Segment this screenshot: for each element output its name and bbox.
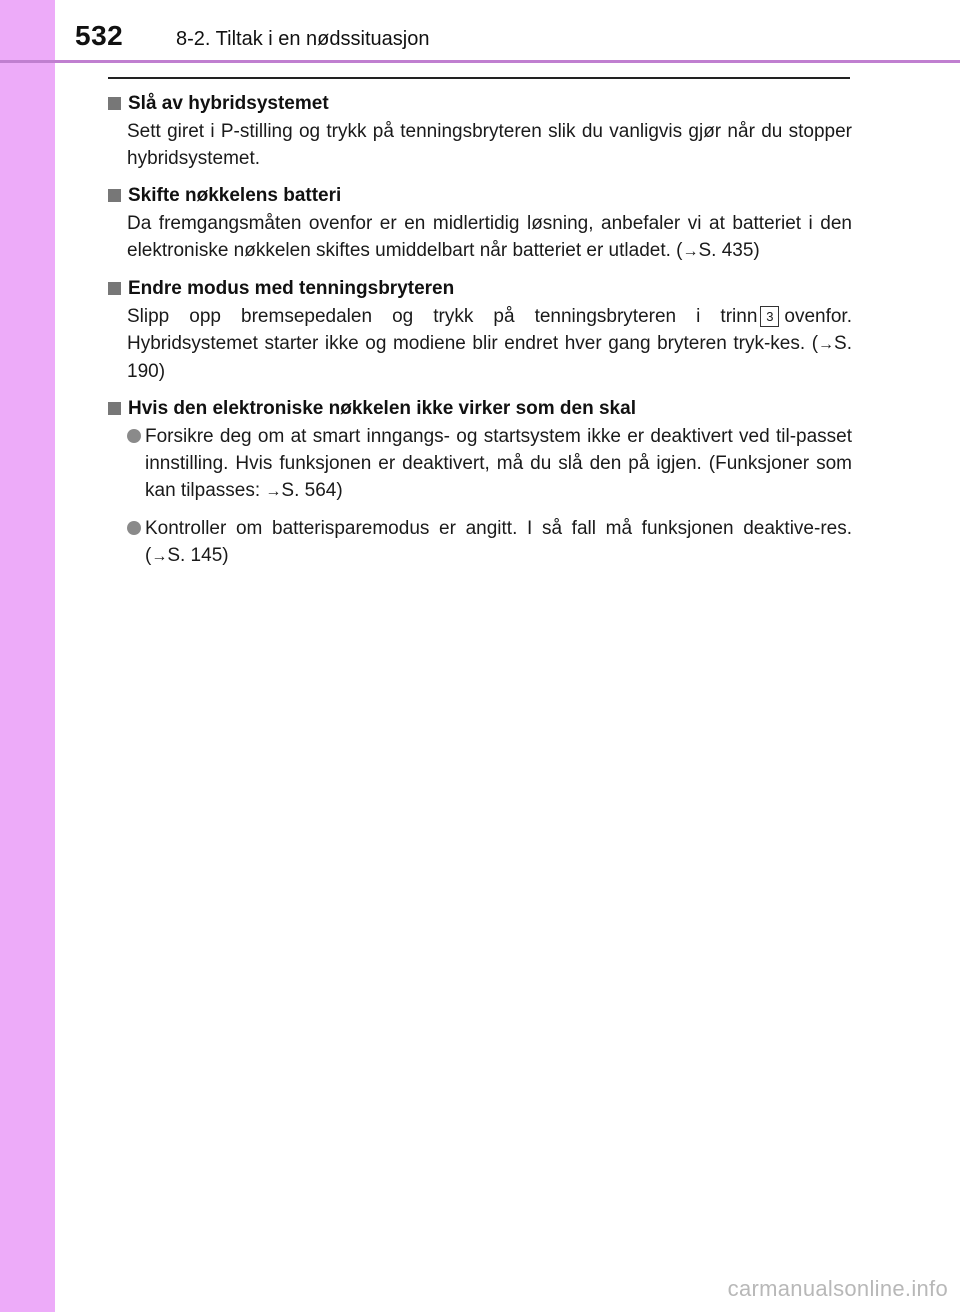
list-item: Forsikre deg om at smart inngangs- og startsystem ikke er deaktivert ved til-passet innstilling. Hvis funksjonen er deaktivert, må du slå den på igjen. (Funksjoner som kan tilpasses: →S. 564)	[127, 423, 852, 505]
page-reference[interactable]: S. 564)	[281, 480, 343, 501]
watermark: carmanualsonline.info	[727, 1276, 948, 1301]
section-text: Slipp opp bremsepedalen og trykk på tenningsbryteren i trinn 3 ovenfor. Hybridsystemet starter ikke og modiene blir endret hver gang bryteren tryk-kes. (→S. 190)	[127, 306, 852, 382]
section-heading: Hvis den elektroniske nøkkelen ikke virker som den skal	[108, 395, 852, 423]
page-reference[interactable]: S. 145)	[167, 545, 229, 566]
square-bullet-icon	[108, 402, 121, 415]
arrow-right-icon: →	[818, 336, 835, 353]
section-key-not-working	[108, 395, 852, 570]
arrow-right-icon: →	[151, 548, 168, 565]
section-heading: Slå av hybridsystemet	[108, 90, 852, 118]
section-replace-battery	[108, 182, 852, 265]
page-content	[108, 90, 852, 580]
arrow-right-icon: →	[265, 483, 282, 500]
section-text: Sett giret i P-stilling og trykk på tenningsbryteren slik du vanligvis gjør når du stopper hybridsystemet.	[127, 121, 852, 169]
header-divider	[0, 60, 960, 63]
square-bullet-icon	[108, 189, 121, 202]
sidebar-tab	[0, 0, 55, 1312]
section-text: Da fremgangsmåten ovenfor er en midlertidig løsning, anbefaler vi at batteriet i den elektroniske nøkkelen skiftes umiddelbart når batteriet er utladet. (→S. 435)	[127, 213, 852, 261]
header-tab	[0, 0, 55, 60]
content-rule	[108, 77, 850, 79]
page-reference[interactable]: S. 435)	[698, 240, 760, 261]
section-title: 8-2. Tiltak i en nødssituasjon	[176, 28, 430, 50]
page-number: 532	[75, 20, 124, 51]
section-change-mode	[108, 275, 852, 385]
section-heading: Skifte nøkkelens batteri	[108, 182, 852, 210]
section-heading: Endre modus med tenningsbryteren	[108, 275, 852, 303]
list-item: Kontroller om batterisparemodus er angitt. I så fall må funksjonen deaktive-res. (→S. 145)	[127, 515, 852, 570]
page-reference[interactable]: S. 190)	[127, 333, 852, 382]
round-bullet-icon	[127, 521, 141, 535]
round-bullet-icon	[127, 429, 141, 443]
square-bullet-icon	[108, 97, 121, 110]
step-number-badge: 3	[760, 306, 779, 327]
square-bullet-icon	[108, 282, 121, 295]
section-turn-off-hybrid	[108, 90, 852, 172]
arrow-right-icon: →	[682, 243, 699, 260]
page-header	[0, 0, 960, 60]
